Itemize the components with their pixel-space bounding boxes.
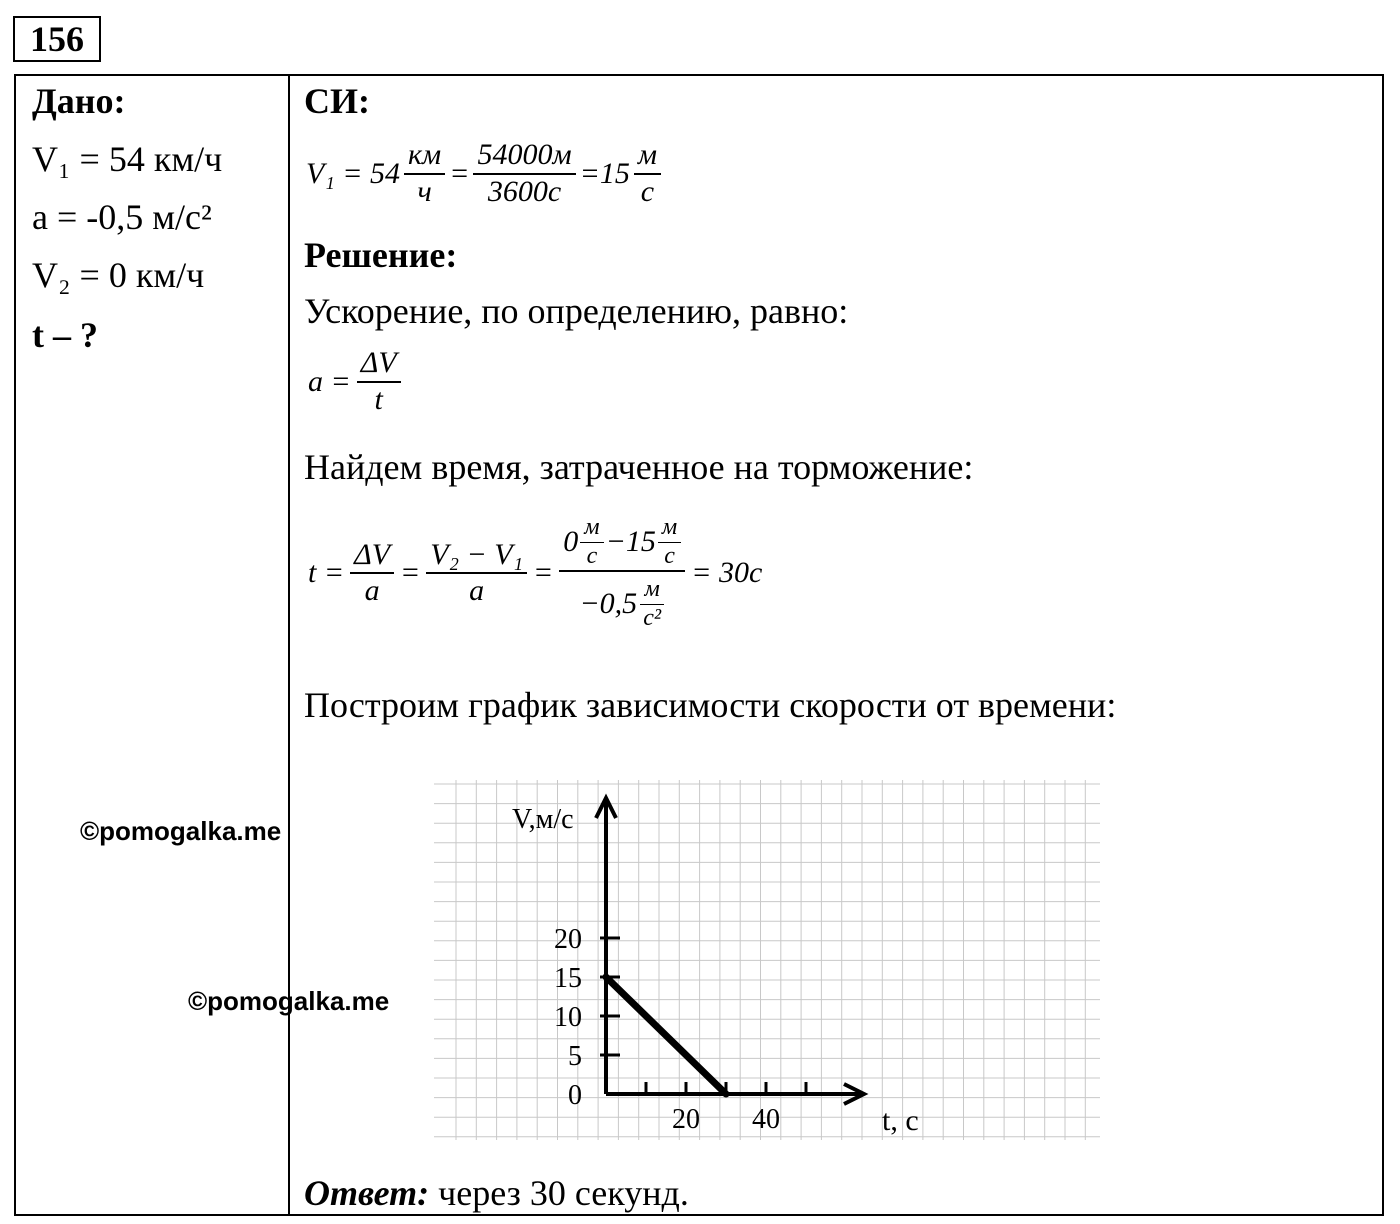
y-tick-label: 5 xyxy=(568,1041,582,1072)
answer xyxy=(304,1172,689,1214)
big-num-zero: 0 xyxy=(563,524,579,558)
given-heading: Дано: xyxy=(32,81,126,121)
velocity-line xyxy=(606,977,726,1094)
si-lhs: V₁ = 54 xyxy=(306,156,400,190)
si-frac1-num: км xyxy=(404,138,445,175)
big-num-minus15: −15 xyxy=(605,524,656,558)
problem-number: 156 xyxy=(13,16,101,62)
si-heading: СИ: xyxy=(304,81,370,121)
big-den-value: −0,5 xyxy=(579,587,638,621)
chart-series xyxy=(606,977,726,1094)
x-tick-label: 40 xyxy=(752,1104,780,1135)
big-num-c2: с xyxy=(664,542,675,569)
big-num-m1: м xyxy=(580,514,603,543)
time-frac1-den: a xyxy=(364,574,380,608)
y-tick-label: 15 xyxy=(554,963,582,994)
x-tick-label: 20 xyxy=(672,1104,700,1135)
y-tick-label: 20 xyxy=(554,924,582,955)
time-big-frac xyxy=(559,514,685,632)
answer-label: Ответ: xyxy=(304,1173,430,1213)
si-frac3-num: м xyxy=(634,138,661,175)
si-frac2-num: 54000м xyxy=(473,138,575,175)
accel-formula xyxy=(308,346,401,417)
time-frac1-num: ΔV xyxy=(350,538,394,575)
accel-lhs: a = xyxy=(308,364,351,398)
solution-line1: Ускорение, по определению, равно: xyxy=(304,291,849,331)
watermark: ©pomogalka.me xyxy=(188,986,390,1016)
given-v2: V₂ = 0 км/ч xyxy=(32,255,205,295)
accel-num: ΔV xyxy=(357,346,401,383)
y-tick-label: 0 xyxy=(568,1080,582,1111)
given-a: a = -0,5 м/с² xyxy=(32,197,212,237)
watermark: ©pomogalka.me xyxy=(80,816,282,846)
column-divider xyxy=(288,74,290,1216)
time-frac2-num: V₂ − V₁ xyxy=(426,538,527,575)
chart-y-label: V,м/с xyxy=(512,804,574,835)
big-num-c1: с xyxy=(586,542,598,569)
time-result: = 30с xyxy=(691,556,763,590)
y-tick-label: 10 xyxy=(554,1002,582,1033)
solution-heading: Решение: xyxy=(304,235,458,275)
given-v1: V₁ = 54 км/ч xyxy=(32,139,223,179)
answer-text: через 30 секунд. xyxy=(429,1173,689,1213)
si-frac3-den: с xyxy=(640,174,655,208)
velocity-time-chart xyxy=(420,770,1140,1160)
chart-x-label: t, с xyxy=(882,1104,919,1137)
time-formula: t = $\frac{\Delta V}{a}$ = $\frac{\text{V₂ − V₁}}{a}$ = 0 $\frac{м}{с}$ −15 $\frac{м}{с}$ −0,5 $\frac{м}{\text{с²}}$ = 30с xyxy=(308,514,763,631)
big-num-m2: м xyxy=(658,514,681,543)
time-frac2-den: a xyxy=(469,574,485,608)
si-frac2-den: 3600с xyxy=(487,174,562,208)
si-mid: =15 xyxy=(579,156,630,190)
accel-den: t xyxy=(374,382,383,416)
si-frac1-den: ч xyxy=(417,174,432,208)
given-find: t – ? xyxy=(32,315,98,355)
solution-line2: Найдем время, затраченное на торможение: xyxy=(304,447,974,487)
solution-line3: Построим график зависимости скорости от времени: xyxy=(304,685,1117,725)
chart-ticks xyxy=(554,924,806,1135)
si-formula: V₁ = 54 $\frac{км}{ч}$ = $\frac{54000м}{3600с}$ =15 $\frac{м}{с}$ xyxy=(306,138,661,209)
big-den-c2: с² xyxy=(643,604,662,631)
time-lhs: t = xyxy=(308,556,345,590)
big-den-m: м xyxy=(640,576,663,605)
